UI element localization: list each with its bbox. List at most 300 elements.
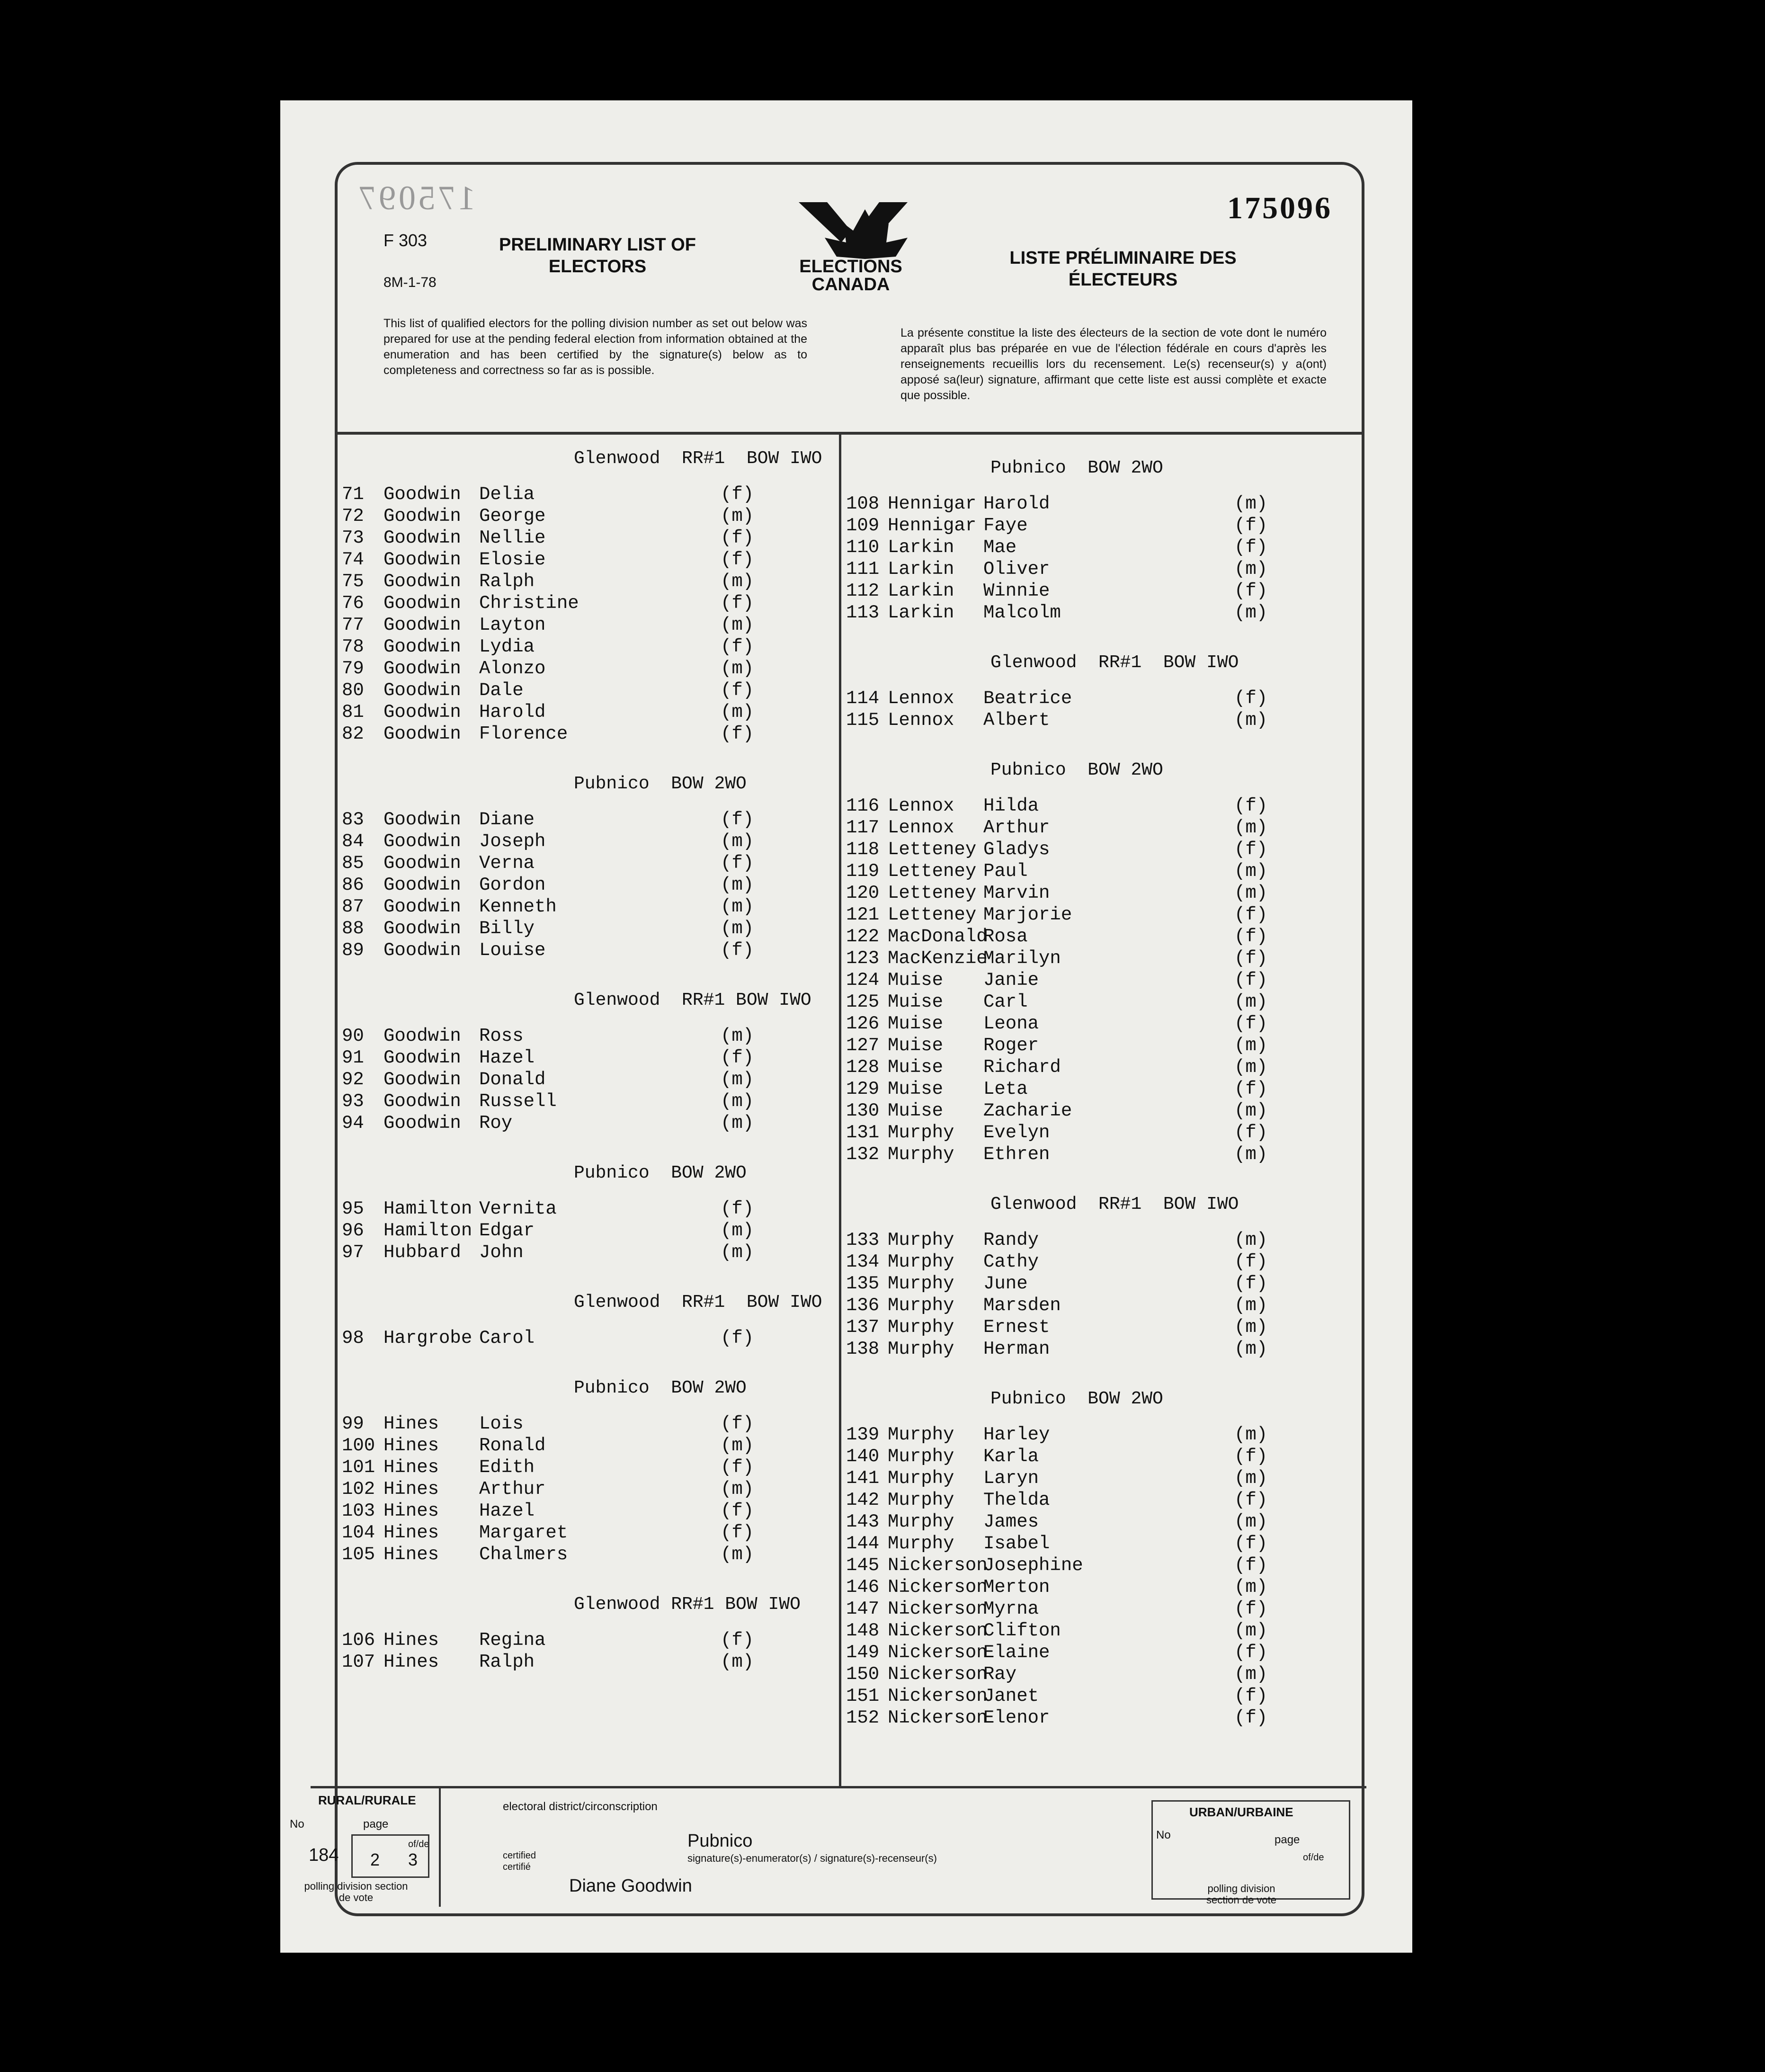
elector-given-name: Ronald: [479, 1435, 546, 1456]
elector-sex: (m): [721, 1220, 754, 1241]
elector-given-name: Richard: [983, 1057, 1061, 1078]
elector-row: [846, 904, 1362, 926]
elector-surname: Lennox: [888, 688, 954, 709]
elector-given-name: Edgar: [479, 1220, 535, 1241]
elector-given-name: Billy: [479, 918, 535, 939]
elector-number: 123: [846, 948, 880, 969]
elector-row: [342, 831, 834, 853]
elector-given-name: Elenor: [983, 1707, 1050, 1728]
elector-given-name: Kenneth: [479, 896, 557, 917]
elector-given-name: Lydia: [479, 636, 535, 657]
elector-number: 125: [846, 991, 880, 1012]
elector-given-name: Josephine: [983, 1555, 1083, 1576]
elector-surname: Goodwin: [383, 506, 461, 527]
elector-number: 139: [846, 1424, 880, 1445]
elector-sex: (f): [721, 1413, 754, 1434]
elector-row: [846, 1446, 1362, 1468]
elector-sex: (m): [721, 875, 754, 895]
elector-surname: Nickerson: [888, 1664, 988, 1685]
elector-sex: (m): [721, 1435, 754, 1456]
elector-given-name: Florence: [479, 723, 568, 744]
elector-surname: Goodwin: [383, 593, 461, 614]
elector-row: [846, 1511, 1362, 1533]
elector-row: [846, 817, 1362, 839]
elector-sex: (f): [1234, 1273, 1268, 1294]
elector-row: [342, 1522, 834, 1544]
elector-sex: (m): [721, 1091, 754, 1112]
elector-sex: (f): [1234, 839, 1268, 860]
elector-rows: [342, 1328, 834, 1349]
elector-row: [846, 1620, 1362, 1642]
elector-row: [342, 680, 834, 702]
elector-sex: (m): [721, 831, 754, 852]
elector-row: [342, 940, 834, 962]
elector-row: [846, 991, 1362, 1013]
elector-given-name: June: [983, 1273, 1028, 1294]
header-divider: [338, 432, 1364, 435]
elector-given-name: Arthur: [479, 1479, 546, 1500]
elector-number: 109: [846, 515, 880, 536]
of-label: of/de: [408, 1839, 429, 1849]
elector-sex: (m): [1234, 1577, 1268, 1598]
elector-number: 127: [846, 1035, 880, 1056]
elector-sex: (m): [1234, 1295, 1268, 1316]
elector-given-name: Winnie: [983, 581, 1050, 601]
elector-sex: (m): [721, 1479, 754, 1500]
elector-number: 93: [342, 1091, 364, 1112]
elector-row: [846, 602, 1362, 624]
enumerator-signature: Diane Goodwin: [569, 1876, 692, 1896]
elector-sex: (f): [721, 809, 754, 830]
elector-surname: Hines: [383, 1630, 439, 1651]
elector-number: 104: [342, 1522, 375, 1543]
elector-number: 87: [342, 896, 364, 917]
elector-sex: (f): [721, 1328, 754, 1349]
elector-given-name: Karla: [983, 1446, 1039, 1467]
elector-sex: (f): [1234, 1079, 1268, 1099]
elector-given-name: Leona: [983, 1013, 1039, 1034]
elector-given-name: Marsden: [983, 1295, 1061, 1316]
elector-number: 79: [342, 658, 364, 679]
elector-given-name: Herman: [983, 1339, 1050, 1359]
elector-surname: Hines: [383, 1457, 439, 1478]
elector-given-name: Margaret: [479, 1522, 568, 1543]
elector-row: [846, 1339, 1362, 1360]
elector-row: [342, 1630, 834, 1652]
elector-surname: Murphy: [888, 1251, 954, 1272]
elector-given-name: Malcolm: [983, 602, 1061, 623]
elector-surname: Murphy: [888, 1424, 954, 1445]
elector-surname: Hines: [383, 1544, 439, 1565]
elector-sex: (m): [1234, 1057, 1268, 1078]
elector-row: [342, 896, 834, 918]
elector-given-name: Layton: [479, 615, 546, 635]
elector-sex: (f): [1234, 926, 1268, 947]
elector-given-name: Faye: [983, 515, 1028, 536]
elector-given-name: Hilda: [983, 795, 1039, 816]
elector-sex: (f): [721, 1630, 754, 1651]
elector-number: 140: [846, 1446, 880, 1467]
elector-number: 118: [846, 839, 880, 860]
elector-surname: Muise: [888, 1057, 944, 1078]
elector-surname: Hargrobe: [383, 1328, 472, 1349]
elector-rows: [342, 809, 834, 962]
elector-given-name: Delia: [479, 484, 535, 505]
elector-number: 72: [342, 506, 364, 527]
elector-sex: (m): [1234, 1035, 1268, 1056]
elector-sex: (f): [1234, 970, 1268, 991]
logo-text: ELECTIONS CANADA: [799, 257, 902, 295]
elector-given-name: Ray: [983, 1664, 1017, 1685]
elector-given-name: Randy: [983, 1230, 1039, 1250]
page-total: 3: [408, 1850, 418, 1869]
elector-given-name: Harold: [983, 493, 1050, 514]
elector-sex: (f): [1234, 1122, 1268, 1143]
elector-surname: Letteney: [888, 839, 977, 860]
elector-row: [846, 1295, 1362, 1317]
section-heading: Glenwood RR#1 BOW IWO: [574, 990, 811, 1010]
elector-surname: Murphy: [888, 1339, 954, 1359]
elector-number: 90: [342, 1026, 364, 1046]
elector-sex: (f): [721, 1198, 754, 1219]
form-number: F 303: [383, 231, 428, 250]
elector-number: 94: [342, 1113, 364, 1134]
elector-surname: Goodwin: [383, 1091, 461, 1112]
elector-row: [846, 839, 1362, 861]
elector-sex: (f): [1234, 688, 1268, 709]
elector-given-name: Alonzo: [479, 658, 546, 679]
elector-sex: (m): [721, 571, 754, 592]
elector-row: [846, 1144, 1362, 1166]
elector-sex: (f): [721, 1522, 754, 1543]
elector-surname: Nickerson: [888, 1599, 988, 1619]
column-divider: [839, 435, 841, 1787]
elector-sex: (m): [721, 506, 754, 527]
elector-surname: Nickerson: [888, 1707, 988, 1728]
urban-polling-division-label: polling division section de vote: [1206, 1883, 1276, 1906]
elector-sex: (f): [1234, 515, 1268, 536]
elector-row: [342, 853, 834, 875]
section-heading: Glenwood RR#1 BOW IWO: [574, 1594, 801, 1615]
elector-given-name: Chalmers: [479, 1544, 568, 1565]
serial-number-ghost: 175097: [356, 179, 475, 217]
elector-rows: [846, 795, 1362, 1166]
elector-sex: (f): [1234, 1446, 1268, 1467]
elector-given-name: Ernest: [983, 1317, 1050, 1338]
elector-number: 96: [342, 1220, 364, 1241]
elector-sex: (f): [1234, 1555, 1268, 1576]
elector-row: [342, 875, 834, 896]
elector-surname: Letteney: [888, 861, 977, 882]
elector-sex: (m): [721, 1652, 754, 1672]
elector-given-name: Carol: [479, 1328, 535, 1349]
section-heading: Pubnico BOW 2WO: [574, 774, 747, 794]
elector-row: [342, 1047, 834, 1069]
elector-sex: (m): [721, 1069, 754, 1090]
elector-number: 135: [846, 1273, 880, 1294]
district-label: electoral district/circonscription: [503, 1800, 658, 1813]
elector-number: 150: [846, 1664, 880, 1685]
elector-row: [342, 527, 834, 549]
elector-row: [846, 688, 1362, 710]
elector-surname: Goodwin: [383, 918, 461, 939]
urban-of-label: of/de: [1303, 1852, 1324, 1863]
elector-surname: Goodwin: [383, 636, 461, 657]
elector-row: [846, 1490, 1362, 1511]
elector-sex: (f): [1234, 1642, 1268, 1663]
elector-row: [342, 1242, 834, 1264]
serial-number: 175096: [1227, 191, 1332, 225]
section-heading: Glenwood RR#1 BOW IWO: [574, 448, 822, 469]
elector-surname: Muise: [888, 1079, 944, 1099]
elector-surname: Lennox: [888, 817, 954, 838]
elector-given-name: Dale: [479, 680, 524, 701]
elector-number: 131: [846, 1122, 880, 1143]
elector-rows: [846, 688, 1362, 732]
elector-number: 103: [342, 1500, 375, 1521]
elector-number: 134: [846, 1251, 880, 1272]
elector-number: 120: [846, 883, 880, 903]
form-date: 8M-1-78: [383, 275, 437, 290]
elector-row: [846, 1468, 1362, 1490]
elector-surname: Murphy: [888, 1317, 954, 1338]
elector-rows: [342, 484, 834, 745]
intro-text-english: This list of qualified electors for the polling division number as set out below was prepared for use at the pending federal election from information obtained at the enumeration and has been certified by the signature(s) below as to completeness and correctness so far as is possible.: [383, 317, 807, 377]
elector-sex: (f): [721, 680, 754, 701]
elector-surname: Muise: [888, 1013, 944, 1034]
elector-given-name: James: [983, 1511, 1039, 1532]
elector-sex: (f): [721, 1047, 754, 1068]
elector-surname: Goodwin: [383, 484, 461, 505]
section-heading: Pubnico BOW 2WO: [990, 458, 1163, 478]
section-heading: Glenwood RR#1 BOW IWO: [574, 1292, 822, 1313]
elector-surname: Larkin: [888, 581, 954, 601]
elector-surname: Nickerson: [888, 1642, 988, 1663]
elector-row: [342, 1328, 834, 1349]
elector-sex: (f): [721, 723, 754, 744]
elector-number: 101: [342, 1457, 375, 1478]
elector-surname: MacDonald: [888, 926, 988, 947]
elector-sex: (f): [1234, 537, 1268, 558]
elector-surname: Goodwin: [383, 527, 461, 548]
elector-number: 141: [846, 1468, 880, 1489]
elector-number: 111: [846, 559, 880, 580]
elector-surname: Murphy: [888, 1511, 954, 1532]
elector-given-name: Marilyn: [983, 948, 1061, 969]
elector-surname: Murphy: [888, 1230, 954, 1250]
section-heading: Pubnico BOW 2WO: [990, 760, 1163, 780]
elector-row: [846, 515, 1362, 537]
elector-surname: Murphy: [888, 1144, 954, 1165]
elector-row: [342, 1026, 834, 1047]
elector-number: 113: [846, 602, 880, 623]
elector-given-name: Regina: [479, 1630, 546, 1651]
elector-given-name: George: [479, 506, 546, 527]
elector-given-name: Joseph: [479, 831, 546, 852]
section-heading: Glenwood RR#1 BOW IWO: [990, 652, 1239, 673]
elector-row: [342, 1500, 834, 1522]
elector-rows: [342, 1413, 834, 1566]
elector-surname: Hamilton: [383, 1220, 472, 1241]
elector-given-name: Isabel: [983, 1533, 1050, 1554]
elector-row: [342, 809, 834, 831]
elector-row: [846, 883, 1362, 904]
title-english: PRELIMINARY LIST OF ELECTORS: [499, 235, 696, 277]
elector-row: [846, 710, 1362, 732]
elector-number: 136: [846, 1295, 880, 1316]
elector-sex: (f): [1234, 795, 1268, 816]
elector-number: 76: [342, 593, 364, 614]
elector-number: 142: [846, 1490, 880, 1510]
elector-row: [846, 1013, 1362, 1035]
elector-surname: Muise: [888, 991, 944, 1012]
section-heading: Pubnico BOW 2WO: [574, 1163, 747, 1183]
elector-number: 145: [846, 1555, 880, 1576]
elector-sex: (m): [721, 658, 754, 679]
elector-row: [846, 1317, 1362, 1339]
elector-sex: (m): [1234, 861, 1268, 882]
elector-surname: Goodwin: [383, 809, 461, 830]
elector-given-name: Harley: [983, 1424, 1050, 1445]
elector-row: [342, 658, 834, 680]
polling-division-label: polling division section de vote: [304, 1880, 408, 1903]
elector-number: 112: [846, 581, 880, 601]
elector-number: 84: [342, 831, 364, 852]
elector-row: [846, 1079, 1362, 1100]
elector-given-name: Clifton: [983, 1620, 1061, 1641]
elector-surname: Goodwin: [383, 723, 461, 744]
elector-given-name: Carl: [983, 991, 1028, 1012]
certified-label: certified certifié: [503, 1850, 536, 1872]
elector-given-name: Roy: [479, 1113, 513, 1134]
elector-surname: Goodwin: [383, 1113, 461, 1134]
elector-row: [342, 1069, 834, 1091]
elector-given-name: Marvin: [983, 883, 1050, 903]
elector-given-name: Hazel: [479, 1047, 535, 1068]
elector-given-name: Beatrice: [983, 688, 1072, 709]
elector-row: [342, 1544, 834, 1566]
elector-number: 86: [342, 875, 364, 895]
elector-given-name: Christine: [479, 593, 579, 614]
elector-row: [342, 1479, 834, 1500]
elector-row: [342, 484, 834, 506]
elector-surname: Muise: [888, 1100, 944, 1121]
page-label: page: [363, 1818, 389, 1831]
elector-sex: (f): [1234, 581, 1268, 601]
elector-number: 126: [846, 1013, 880, 1034]
elector-given-name: Elosie: [479, 549, 546, 570]
elector-number: 82: [342, 723, 364, 744]
elector-row: [342, 1091, 834, 1113]
elector-number: 99: [342, 1413, 364, 1434]
elector-row: [342, 1652, 834, 1673]
elector-number: 83: [342, 809, 364, 830]
elector-surname: Hines: [383, 1652, 439, 1672]
elector-number: 117: [846, 817, 880, 838]
elector-row: [846, 1577, 1362, 1599]
elector-number: 129: [846, 1079, 880, 1099]
title-french: LISTE PRÉLIMINAIRE DES ÉLECTEURS: [1009, 248, 1237, 290]
elector-sex: (f): [1234, 1707, 1268, 1728]
district-name: Pubnico: [687, 1831, 753, 1851]
elector-sex: (m): [1234, 1144, 1268, 1165]
elector-number: 74: [342, 549, 364, 570]
elector-number: 124: [846, 970, 880, 991]
elector-given-name: Diane: [479, 809, 535, 830]
elector-sex: (f): [1234, 1251, 1268, 1272]
elector-sex: (m): [1234, 883, 1268, 903]
elector-sex: (f): [1234, 1533, 1268, 1554]
elector-row: [846, 1273, 1362, 1295]
elector-surname: Goodwin: [383, 896, 461, 917]
elector-number: 80: [342, 680, 364, 701]
elector-surname: Nickerson: [888, 1620, 988, 1641]
elector-number: 110: [846, 537, 880, 558]
elector-sex: (m): [1234, 1317, 1268, 1338]
elector-number: 98: [342, 1328, 364, 1349]
elector-sex: (m): [1234, 1424, 1268, 1445]
elector-given-name: Lois: [479, 1413, 524, 1434]
elector-sex: (m): [1234, 710, 1268, 731]
elector-row: [846, 1035, 1362, 1057]
elector-surname: Goodwin: [383, 1026, 461, 1046]
elector-row: [846, 970, 1362, 991]
elector-row: [846, 581, 1362, 602]
elector-given-name: Gordon: [479, 875, 546, 895]
elector-row: [342, 506, 834, 527]
elector-sex: (m): [721, 615, 754, 635]
elector-number: 88: [342, 918, 364, 939]
elector-number: 152: [846, 1707, 880, 1728]
elector-given-name: Rosa: [983, 926, 1028, 947]
elector-surname: Goodwin: [383, 571, 461, 592]
elector-number: 100: [342, 1435, 375, 1456]
elector-sex: (m): [721, 1026, 754, 1046]
elector-given-name: Cathy: [983, 1251, 1039, 1272]
elector-number: 147: [846, 1599, 880, 1619]
elector-given-name: Nellie: [479, 527, 546, 548]
elector-surname: Lennox: [888, 795, 954, 816]
elector-given-name: Zacharie: [983, 1100, 1072, 1121]
elector-row: [846, 1707, 1362, 1729]
elector-sex: (m): [721, 918, 754, 939]
elector-surname: Lennox: [888, 710, 954, 731]
elector-given-name: Hazel: [479, 1500, 535, 1521]
elector-given-name: Gladys: [983, 839, 1050, 860]
elector-sex: (m): [1234, 493, 1268, 514]
elector-surname: Goodwin: [383, 1047, 461, 1068]
elector-sex: (f): [1234, 904, 1268, 925]
elector-number: 128: [846, 1057, 880, 1078]
elector-surname: Goodwin: [383, 875, 461, 895]
elector-surname: Letteney: [888, 904, 977, 925]
elector-surname: Larkin: [888, 537, 954, 558]
elector-given-name: Mae: [983, 537, 1017, 558]
elector-given-name: Laryn: [983, 1468, 1039, 1489]
elector-number: 138: [846, 1339, 880, 1359]
elector-row: [846, 861, 1362, 883]
elector-number: 132: [846, 1144, 880, 1165]
elector-given-name: Albert: [983, 710, 1050, 731]
elector-surname: Murphy: [888, 1122, 954, 1143]
elector-surname: Muise: [888, 1035, 944, 1056]
elector-number: 71: [342, 484, 364, 505]
elector-surname: Muise: [888, 970, 944, 991]
rural-label: RURAL/RURALE: [318, 1793, 416, 1807]
section-heading: Glenwood RR#1 BOW IWO: [990, 1194, 1239, 1215]
elector-sex: (m): [1234, 1664, 1268, 1685]
elector-row: [342, 1435, 834, 1457]
